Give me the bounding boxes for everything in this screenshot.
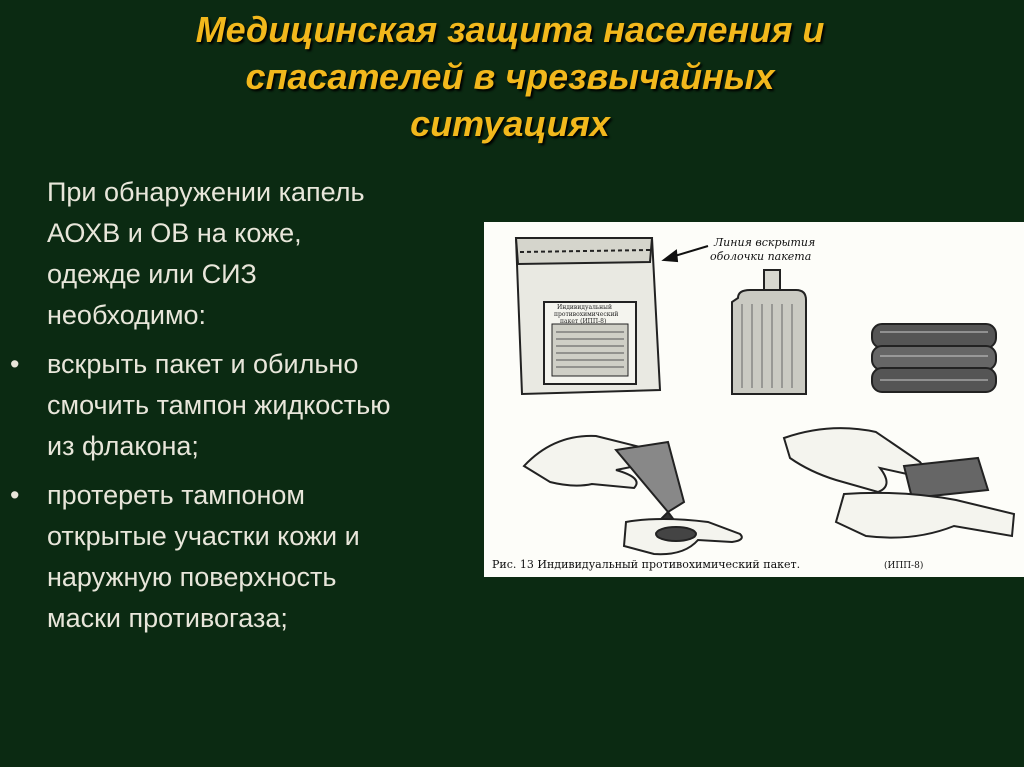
slide-title xyxy=(60,6,960,147)
callout-label: Линия вскрытия xyxy=(714,236,816,249)
callout-label: оболочки пакета xyxy=(710,250,812,263)
intro-paragraph xyxy=(0,172,490,336)
package-label-line: пакет (ИПП-8) xyxy=(560,318,607,325)
slide-body xyxy=(0,172,490,639)
intro-line: одежде или СИЗ xyxy=(47,259,257,289)
bullet-item-wipe-skin xyxy=(0,475,490,639)
intro-line: АОХВ и ОВ на коже, xyxy=(47,218,302,248)
bullet-line: смочить тампон жидкостью xyxy=(47,390,391,420)
arrow-icon xyxy=(664,246,708,261)
bullet-line: маски противогаза; xyxy=(47,603,288,633)
figure-caption-tag: (ИПП-8) xyxy=(884,561,924,571)
bullet-line: протереть тампоном xyxy=(47,480,305,510)
intro-line: При обнаружении капель xyxy=(47,177,365,207)
ipp8-illustration xyxy=(484,222,1024,577)
package-label-line: Индивидуальный xyxy=(557,304,612,311)
hands-pouring-drawing xyxy=(524,436,742,554)
title-line: ситуациях xyxy=(410,103,610,144)
bullet-line: вскрыть пакет и обильно xyxy=(47,349,359,379)
bullet-line: из флакона; xyxy=(47,431,199,461)
bullet-line: открытые участки кожи и xyxy=(47,521,360,551)
hands-wiping-drawing xyxy=(784,428,1014,537)
package-label-line: противохимический xyxy=(554,311,619,318)
bullet-marker: • xyxy=(10,480,20,510)
title-line: спасателей в чрезвычайных xyxy=(245,56,775,97)
flask-drawing xyxy=(732,270,806,394)
figure-caption: Рис. 13 Индивидуальный противохимический пакет. xyxy=(492,558,801,571)
tampons-drawing xyxy=(872,324,996,392)
bullet-line: наружную поверхность xyxy=(47,562,337,592)
bullet-item-open-package xyxy=(0,344,490,467)
intro-line: необходимо: xyxy=(47,300,207,330)
bullet-marker: • xyxy=(10,349,20,379)
title-line: Медицинская защита населения и xyxy=(195,9,825,50)
